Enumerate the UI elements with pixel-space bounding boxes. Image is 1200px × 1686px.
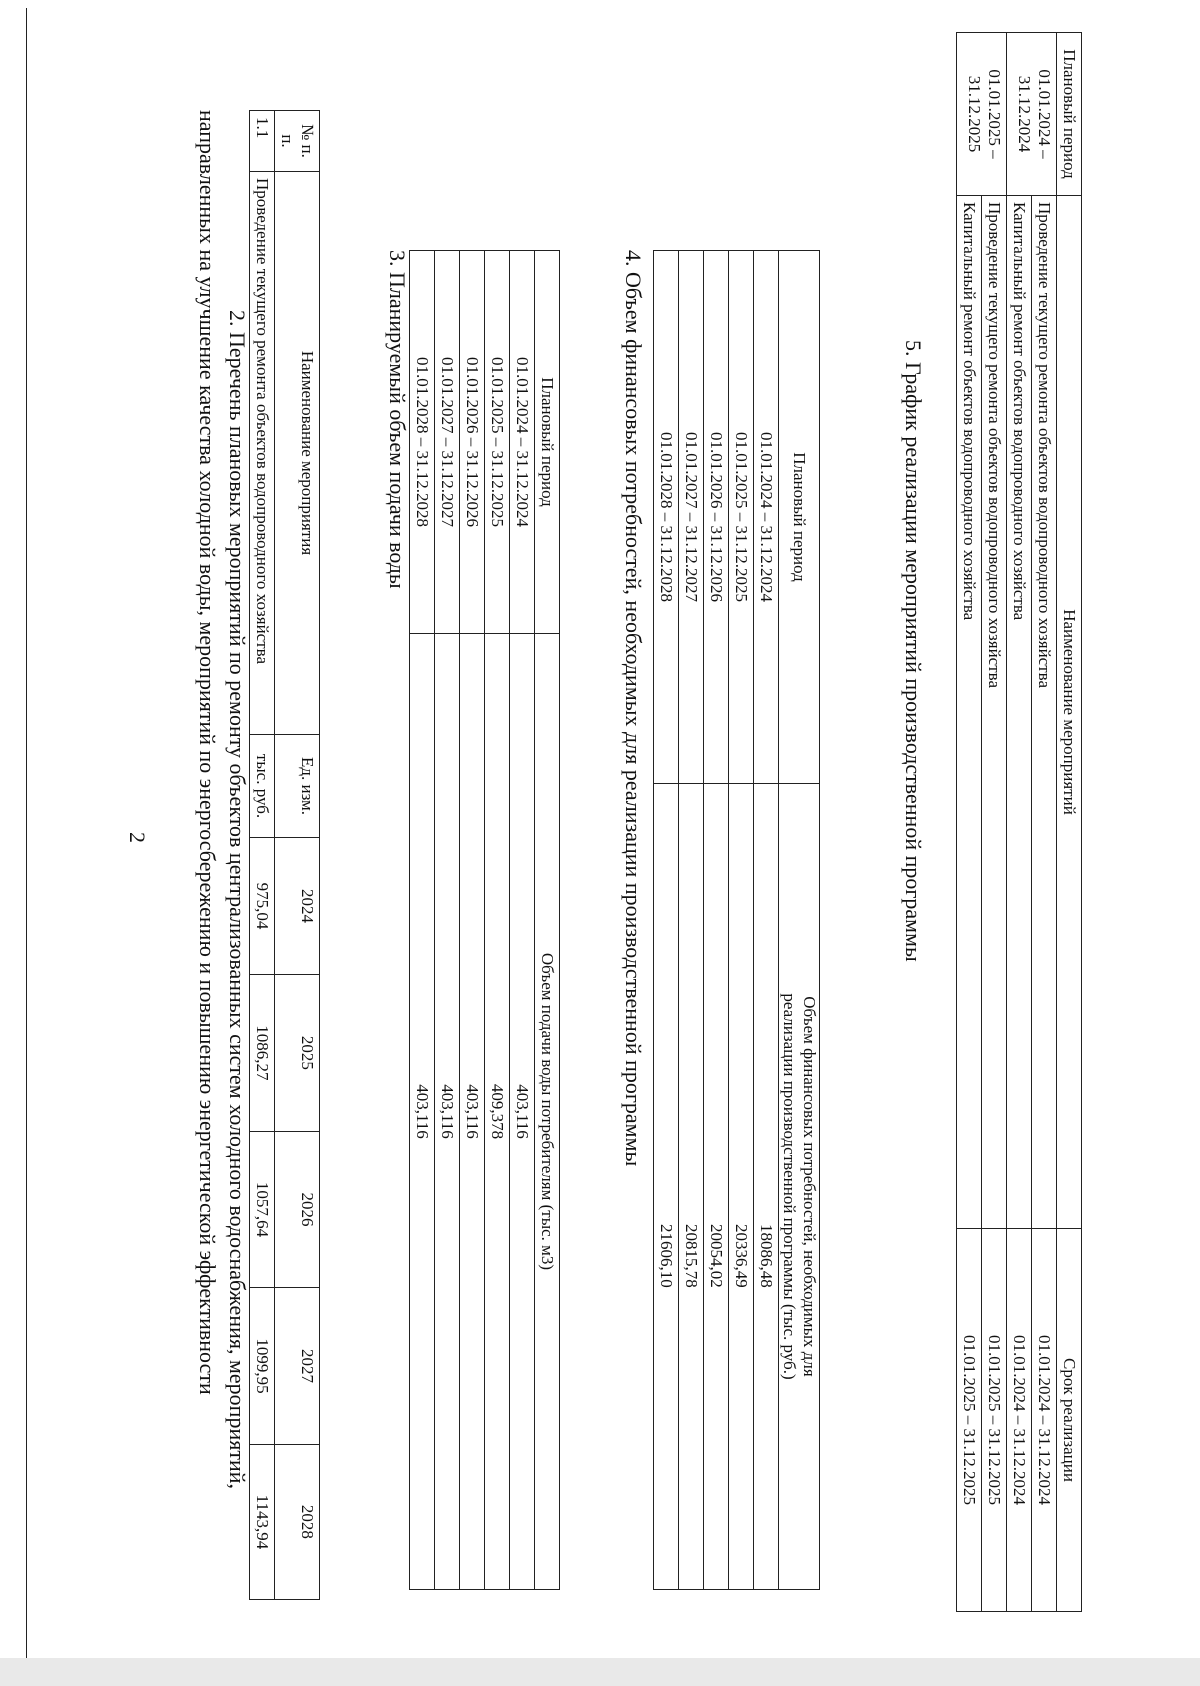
table-row xyxy=(704,251,729,1590)
table-row xyxy=(460,251,485,1590)
cell-period: 01.01.2024 – 31.12.2024 xyxy=(754,251,779,784)
page-number: 2 xyxy=(125,832,150,843)
cell-activity: Капитальный ремонт объектов водопроводного хозяйства xyxy=(1007,196,1032,1229)
cell-period: 01.01.2028 – 31.12.2028 xyxy=(654,251,679,784)
cell-volume: 403,116 xyxy=(510,634,535,1590)
cell-financial: 18086,48 xyxy=(754,784,779,1590)
table-row xyxy=(729,251,754,1590)
cell-2025: 1086,27 xyxy=(250,975,275,1132)
section4-title: 4. Объем финансовых потребностей, необходимых для реализации производственной программы xyxy=(621,250,646,1167)
cell-2028: 1143,94 xyxy=(250,1444,275,1599)
col-financial: Объем финансовых потребностей, необходимых для реализации производственной программы (тыс. руб.) xyxy=(779,784,820,1590)
col-2024: 2024 xyxy=(275,838,320,975)
col-number: № п. п. xyxy=(275,111,320,172)
table-row xyxy=(957,33,982,1612)
cell-period: 01.01.2025 – 31.12.2025 xyxy=(957,33,1007,196)
table-header-row xyxy=(275,111,320,1600)
cell-period: 01.01.2027 – 31.12.2027 xyxy=(679,251,704,784)
table-row xyxy=(754,251,779,1590)
cell-2024: 975,04 xyxy=(250,838,275,975)
col-volume: Объем подачи воды потребителям (тыс. м3) xyxy=(535,634,560,1590)
table-header-row xyxy=(779,251,820,1590)
table-header-row xyxy=(535,251,560,1590)
cell-deadline: 01.01.2025 – 31.12.2025 xyxy=(982,1229,1007,1612)
section5-table xyxy=(956,32,1082,1612)
col-2027: 2027 xyxy=(275,1288,320,1445)
col-period: Плановый период xyxy=(779,251,820,784)
section4-table xyxy=(653,250,820,1590)
cell-activity: Капитальный ремонт объектов водопроводного хозяйства xyxy=(957,196,982,1229)
cell-financial: 20336,49 xyxy=(729,784,754,1590)
cell-period: 01.01.2024 – 31.12.2024 xyxy=(510,251,535,634)
table-header-row xyxy=(1057,33,1082,1612)
table-row xyxy=(510,251,535,1590)
cell-volume: 403,116 xyxy=(435,634,460,1590)
cell-deadline: 01.01.2025 – 31.12.2025 xyxy=(957,1229,982,1612)
section2-table xyxy=(249,110,320,1600)
cell-period: 01.01.2026 – 31.12.2026 xyxy=(704,251,729,784)
table-row xyxy=(485,251,510,1590)
table-row xyxy=(982,33,1007,1612)
section2-title: 2. Перечень плановых мероприятий по ремонту объектов централизованных систем холодного водоснабжения, мероприятий, направленных на улучшение качества холодной воды, мероприятий по энергосбережению и повышению энергетической эффективности xyxy=(195,110,250,1489)
cell-period: 01.01.2026 – 31.12.2026 xyxy=(460,251,485,634)
col-activities: Наименование мероприятий xyxy=(1057,196,1082,1229)
col-unit: Ед. изм. xyxy=(275,735,320,838)
table-row xyxy=(435,251,460,1590)
section3-title: 3. Планируемый объем подачи воды xyxy=(385,250,410,589)
col-period: Плановый период xyxy=(535,251,560,634)
cell-name: Проведение текущего ремонта объектов водопроводного хозяйства xyxy=(250,172,275,735)
cell-2027: 1099,95 xyxy=(250,1288,275,1445)
cell-2026: 1057,64 xyxy=(250,1131,275,1288)
cell-period: 01.01.2027 – 31.12.2027 xyxy=(435,251,460,634)
cell-financial: 20815,78 xyxy=(679,784,704,1590)
section3-table xyxy=(409,250,560,1590)
cell-volume: 403,116 xyxy=(410,634,435,1590)
col-2025: 2025 xyxy=(275,975,320,1132)
cell-number: 1.1 xyxy=(250,111,275,172)
cell-volume: 403,116 xyxy=(460,634,485,1590)
col-deadline: Срок реализации xyxy=(1057,1229,1082,1612)
cell-financial: 20054,02 xyxy=(704,784,729,1590)
cell-financial: 21606,10 xyxy=(654,784,679,1590)
table-row xyxy=(679,251,704,1590)
cell-deadline: 01.01.2024 – 31.12.2024 xyxy=(1032,1229,1057,1612)
table-row xyxy=(250,111,275,1600)
col-period: Плановый период xyxy=(1057,33,1082,196)
cell-period: 01.01.2025 – 31.12.2025 xyxy=(729,251,754,784)
cell-deadline: 01.01.2024 – 31.12.2024 xyxy=(1007,1229,1032,1612)
cell-unit: тыс. руб. xyxy=(250,735,275,838)
cell-activity: Проведение текущего ремонта объектов водопроводного хозяйства xyxy=(982,196,1007,1229)
col-2026: 2026 xyxy=(275,1131,320,1288)
col-2028: 2028 xyxy=(275,1444,320,1599)
table-row xyxy=(1007,33,1032,1612)
cell-volume: 409,378 xyxy=(485,634,510,1590)
cell-period: 01.01.2024 – 31.12.2024 xyxy=(1007,33,1057,196)
cell-period: 01.01.2025 – 31.12.2025 xyxy=(485,251,510,634)
col-name: Наименование мероприятия xyxy=(275,172,320,735)
cell-period: 01.01.2028 – 31.12.2028 xyxy=(410,251,435,634)
table-row xyxy=(1032,33,1057,1612)
section5-title: 5. График реализации мероприятий производственной программы xyxy=(901,340,926,962)
table-row xyxy=(654,251,679,1590)
cell-activity: Проведение текущего ремонта объектов водопроводного хозяйства xyxy=(1032,196,1057,1229)
table-row xyxy=(410,251,435,1590)
